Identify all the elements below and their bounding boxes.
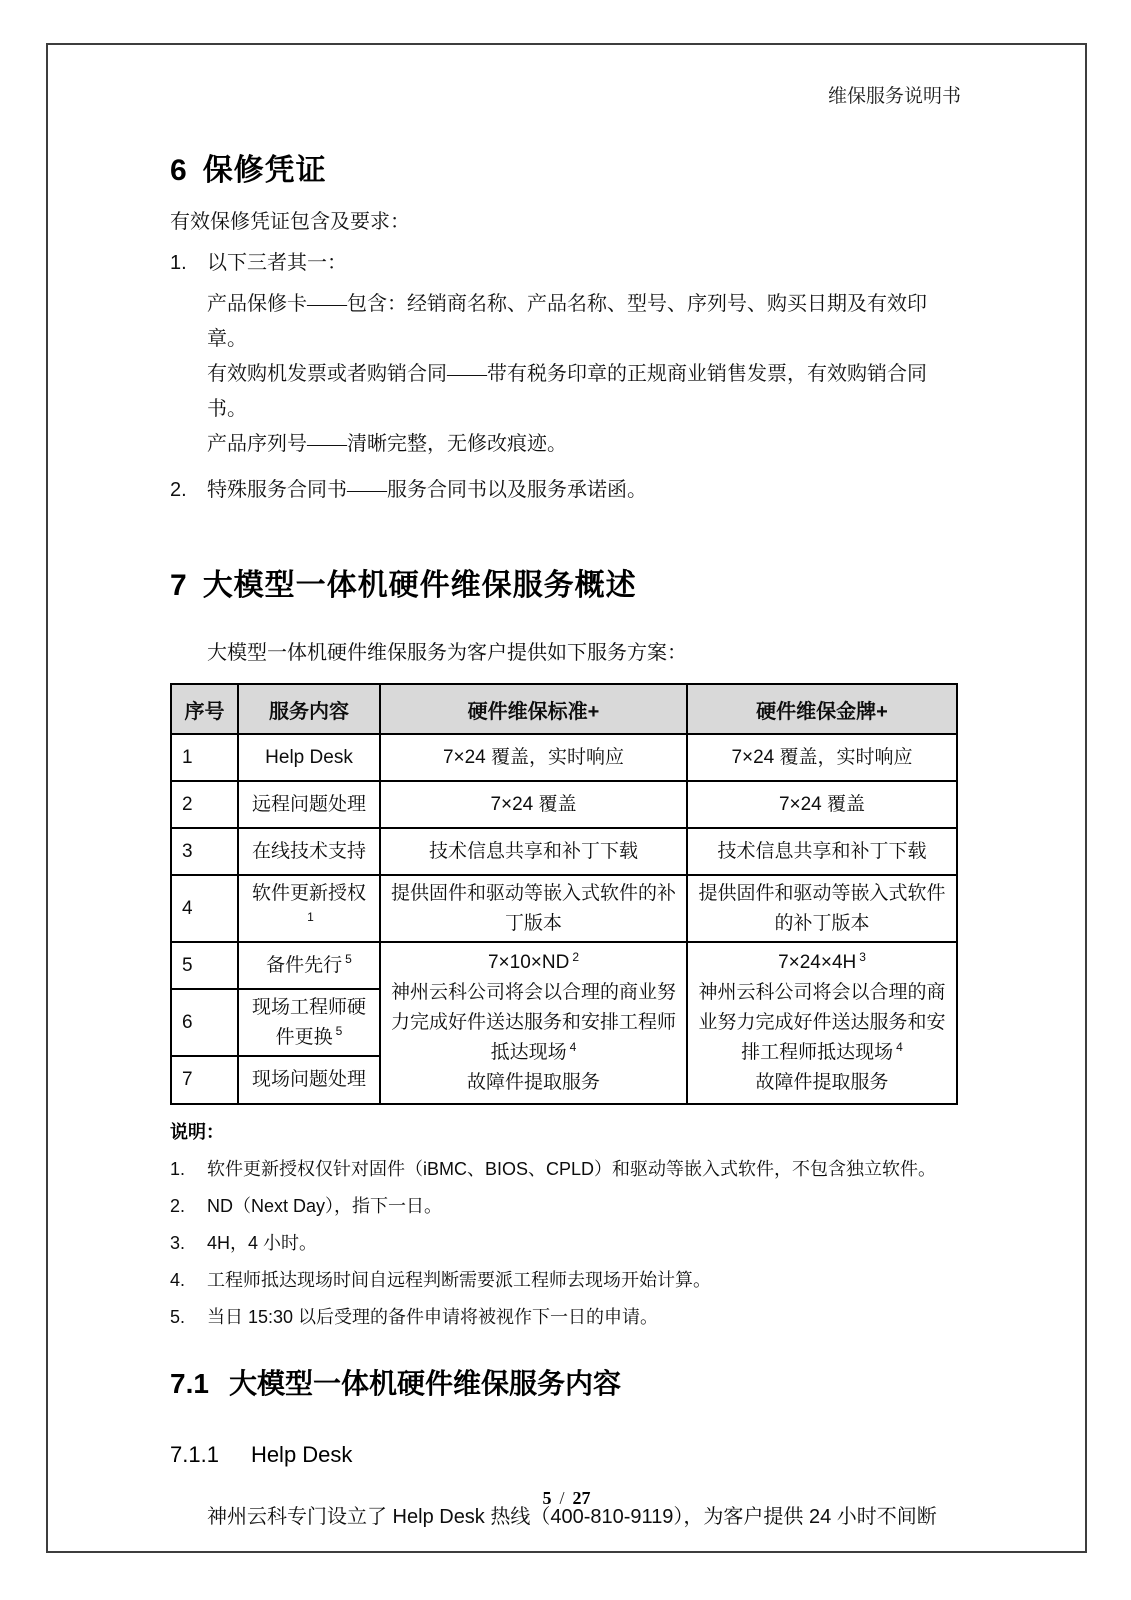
section-7-1-title: 大模型一体机硬件维保服务内容 <box>228 1368 621 1399</box>
section-7-intro: 大模型一体机硬件维保服务为客户提供如下服务方案： <box>207 642 687 664</box>
note-item <box>170 1158 961 1181</box>
cell-index: 7 <box>171 1056 238 1104</box>
section-6-intro: 有效保修凭证包含及要求： <box>170 211 410 233</box>
header-cell-service: 服务内容 <box>238 684 380 734</box>
section-7-1-number: 7.1 <box>170 1368 209 1399</box>
notes-list <box>170 1158 961 1329</box>
list-item-marker: 1. <box>170 252 187 274</box>
cell-service <box>238 942 380 989</box>
table-row <box>171 828 957 875</box>
list-item-marker: 2. <box>170 479 187 501</box>
detail-line: 产品保修卡——包含：经销商名称、产品名称、型号、序列号、购买日期及有效印章。 <box>207 293 927 350</box>
cell-gold: 7×24 覆盖，实时响应 <box>687 734 957 781</box>
note-item <box>170 1269 961 1292</box>
cell-service: Help Desk <box>238 734 380 781</box>
cell-standard: 7×24 覆盖，实时响应 <box>380 734 687 781</box>
note-marker: 2. <box>170 1196 186 1216</box>
list-item-detail <box>207 287 961 462</box>
header-cell-gold: 硬件维保金牌+ <box>687 684 957 734</box>
footnote-ref: 5 <box>345 952 352 967</box>
warranty-proof-list <box>170 250 961 503</box>
header-cell-index: 序号 <box>171 684 238 734</box>
cell-index: 6 <box>171 989 238 1056</box>
footnote-ref: 5 <box>335 1024 343 1039</box>
cell-service: 在线技术支持 <box>238 828 380 875</box>
footer-total-pages: 27 <box>572 1488 591 1508</box>
sla-desc <box>698 978 946 1068</box>
cell-standard: 7×24 覆盖 <box>380 781 687 828</box>
cell-index: 5 <box>171 942 238 989</box>
sla-line <box>391 948 676 978</box>
note-text: 4H，4 小时。 <box>207 1233 318 1253</box>
footnote-ref: 3 <box>859 949 866 964</box>
note-text: 当日 15:30 以后受理的备件申请将被视作下一日的申请。 <box>207 1307 659 1327</box>
table-row <box>171 942 957 989</box>
section-7-title: 大模型一体机硬件维保服务概述 <box>202 569 637 602</box>
helpdesk-paragraph: 神州云科专门设立了 Help Desk 热线（400-810-9119），为客户提供 24 小时不间断 <box>207 1506 937 1528</box>
cell-standard: 技术信息共享和补丁下载 <box>380 828 687 875</box>
footnote-ref: 4 <box>896 1039 903 1054</box>
note-item <box>170 1195 961 1218</box>
footer-page-number: 5 <box>542 1488 552 1508</box>
note-marker: 3. <box>170 1233 186 1253</box>
table-row <box>171 875 957 942</box>
note-text: ND（Next Day），指下一日。 <box>207 1196 443 1216</box>
cell-index: 4 <box>171 875 238 942</box>
section-7-heading <box>170 560 961 604</box>
footer-separator: / <box>559 1488 565 1508</box>
section-6-heading <box>170 145 961 189</box>
footnote-ref: 4 <box>569 1039 577 1054</box>
notes-title: 说明： <box>170 1122 224 1142</box>
cell-gold: 技术信息共享和补丁下载 <box>687 828 957 875</box>
table-header-row <box>171 684 957 734</box>
footnote-ref: 1 <box>307 910 314 925</box>
section-7-number: 7 <box>170 569 187 602</box>
note-marker: 1. <box>170 1159 186 1179</box>
footnote-ref: 2 <box>572 949 580 964</box>
list-item <box>170 477 961 503</box>
cell-index: 2 <box>171 781 238 828</box>
cell-gold: 提供固件和驱动等嵌入式软件的补丁版本 <box>687 875 957 942</box>
document-page <box>46 43 1087 1553</box>
sla-desc-text: 神州云科公司将会以合理的商业努力完成好件送达服务和安排工程师抵达现场 <box>698 982 946 1063</box>
section-7-1-heading <box>170 1362 961 1402</box>
sla-text: 7×24×4H <box>778 952 857 973</box>
note-text: 工程师抵达现场时间自远程判断需要派工程师去现场开始计算。 <box>207 1270 711 1290</box>
cell-service <box>238 989 380 1056</box>
cell-service-text: 备件先行 <box>266 954 343 976</box>
note-text: 软件更新授权仅针对固件（iBMC、BIOS、CPLD）和驱动等嵌入式软件，不包含独立软件。 <box>207 1159 937 1179</box>
page-footer <box>48 1488 1085 1509</box>
section-7-1-1-number: 7.1.1 <box>170 1442 219 1467</box>
note-marker: 4. <box>170 1270 186 1290</box>
cell-gold-merged <box>687 942 957 1104</box>
sla-desc-text: 神州云科公司将会以合理的商业努力完成好件送达服务和安排工程师抵达现场 <box>391 982 677 1063</box>
note-item <box>170 1306 961 1329</box>
sla-line <box>698 948 946 978</box>
cell-service-text: 软件更新授权 <box>251 882 366 904</box>
note-marker: 5. <box>170 1307 186 1327</box>
sla-extra: 故障件提取服务 <box>755 1072 889 1093</box>
cell-standard: 提供固件和驱动等嵌入式软件的补丁版本 <box>380 875 687 942</box>
note-item <box>170 1232 961 1255</box>
sla-desc <box>391 978 676 1068</box>
service-plan-table <box>170 683 958 1105</box>
section-7-1-1-heading <box>170 1442 961 1468</box>
cell-service <box>238 875 380 942</box>
detail-line: 有效购机发票或者购销合同——带有税务印章的正规商业销售发票，有效购销合同书。 <box>207 363 927 420</box>
sla-extra: 故障件提取服务 <box>466 1072 600 1093</box>
cell-gold: 7×24 覆盖 <box>687 781 957 828</box>
list-item-text: 以下三者其一： <box>207 252 347 274</box>
section-6-title: 保修凭证 <box>202 154 327 187</box>
header-cell-standard: 硬件维保标准+ <box>380 684 687 734</box>
cell-standard-merged <box>380 942 687 1104</box>
cell-service: 远程问题处理 <box>238 781 380 828</box>
table-row <box>171 734 957 781</box>
cell-service-text: 现场工程师硬件更换 <box>251 996 366 1048</box>
section-6-number: 6 <box>170 154 187 187</box>
cell-index: 3 <box>171 828 238 875</box>
list-item <box>170 250 961 276</box>
list-item-text: 特殊服务合同书——服务合同书以及服务承诺函。 <box>207 479 647 501</box>
section-7-1-1-title: Help Desk <box>250 1442 353 1467</box>
cell-index: 1 <box>171 734 238 781</box>
cell-service: 现场问题处理 <box>238 1056 380 1104</box>
sla-text: 7×10×ND <box>487 952 570 973</box>
page-header-title: 维保服务说明书 <box>827 86 961 107</box>
detail-line: 产品序列号——清晰完整，无修改痕迹。 <box>207 433 567 455</box>
table-row <box>171 781 957 828</box>
